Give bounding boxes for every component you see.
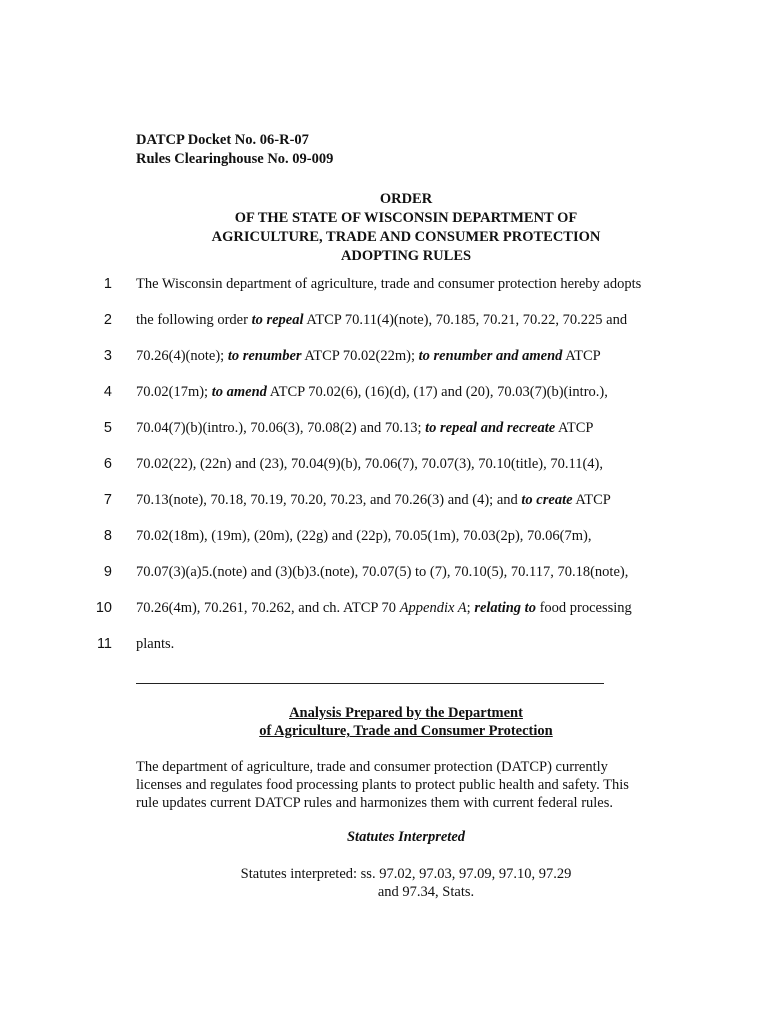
statutes-interpreted-heading: Statutes Interpreted	[346, 829, 466, 845]
title-line: ADOPTING RULES	[340, 248, 472, 264]
line-text: 70.26(4)(note); to renumber ATCP 70.02(22m); to renumber and amend ATCP	[136, 348, 601, 364]
emphasis-to-repeal-and-recreate: to repeal and recreate	[425, 420, 556, 436]
line-number: 2	[103, 312, 112, 328]
paragraph-line: The department of agriculture, trade and consumer protection (DATCP) currently	[136, 759, 608, 775]
emphasis-to-create: to create	[521, 492, 573, 508]
title-line: AGRICULTURE, TRADE AND CONSUMER PROTECTION	[211, 229, 601, 245]
line-text: plants.	[136, 636, 175, 652]
line-number: 1	[103, 276, 112, 292]
analysis-paragraph	[136, 758, 676, 812]
line-text: 70.02(18m), (19m), (20m), (22g) and (22p), 70.05(1m), 70.03(2p), 70.06(7m),	[136, 528, 592, 544]
line-text: 70.04(7)(b)(intro.), 70.06(3), 70.08(2) and 70.13; to repeal and recreate ATCP	[136, 420, 594, 436]
numbered-line	[0, 560, 770, 584]
analysis-heading-line: Analysis Prepared by the Department	[289, 705, 523, 721]
emphasis-to-repeal: to repeal	[251, 312, 304, 328]
analysis-heading	[136, 704, 676, 740]
line-text: the following order to repeal ATCP 70.11(4)(note), 70.185, 70.21, 70.22, 70.225 and	[136, 312, 628, 328]
emphasis-to-renumber: to renumber	[227, 348, 302, 364]
title-line: ORDER	[379, 191, 433, 207]
order-title	[136, 190, 676, 266]
analysis-heading-line: of Agriculture, Trade and Consumer Protection	[259, 723, 553, 739]
statutes-interpreted-text	[136, 865, 676, 901]
emphasis-appendix-a: Appendix A	[399, 600, 467, 616]
clearinghouse-number: Rules Clearinghouse No. 09-009	[136, 151, 334, 167]
line-number: 7	[103, 492, 112, 508]
line-number: 5	[103, 420, 112, 436]
paragraph-line: rule updates current DATCP rules and harmonizes them with current federal rules.	[136, 795, 613, 811]
line-number: 6	[103, 456, 112, 472]
statutes-line: and 97.34, Stats.	[377, 884, 475, 900]
docket-number: DATCP Docket No. 06-R-07	[136, 132, 309, 148]
line-text: 70.07(3)(a)5.(note) and (3)(b)3.(note), 70.07(5) to (7), 70.10(5), 70.117, 70.18(note),	[136, 564, 629, 580]
statutes-line: Statutes interpreted: ss. 97.02, 97.03, 97.09, 97.10, 97.29	[240, 866, 572, 882]
numbered-line	[0, 632, 770, 656]
line-number: 3	[103, 348, 112, 364]
emphasis-to-amend: to amend	[211, 384, 267, 400]
emphasis-relating-to: relating to	[474, 600, 536, 616]
line-text: 70.26(4m), 70.261, 70.262, and ch. ATCP 70 Appendix A; relating to food processing	[136, 600, 632, 616]
line-text: 70.13(note), 70.18, 70.19, 70.20, 70.23, and 70.26(3) and (4); and to create ATCP	[136, 492, 611, 508]
emphasis-to-renumber-and-amend: to renumber and amend	[418, 348, 563, 364]
numbered-line	[0, 596, 770, 620]
line-number: 9	[103, 564, 112, 580]
line-number: 8	[103, 528, 112, 544]
line-number: 11	[96, 636, 112, 652]
numbered-line	[0, 272, 770, 296]
title-line: OF THE STATE OF WISCONSIN DEPARTMENT OF	[234, 210, 578, 226]
line-number: 4	[103, 384, 112, 400]
line-text: 70.02(17m); to amend ATCP 70.02(6), (16)(d), (17) and (20), 70.03(7)(b)(intro.),	[136, 384, 608, 400]
docket-header	[136, 131, 333, 169]
numbered-line	[0, 416, 770, 440]
numbered-line	[0, 344, 770, 368]
numbered-line	[0, 452, 770, 476]
paragraph-line: licenses and regulates food processing plants to protect public health and safety. This	[136, 777, 629, 793]
numbered-line	[0, 308, 770, 332]
line-text: The Wisconsin department of agriculture, trade and consumer protection hereby adopts	[136, 276, 642, 292]
numbered-line	[0, 524, 770, 548]
numbered-line	[0, 380, 770, 404]
line-text: 70.02(22), (22n) and (23), 70.04(9)(b), 70.06(7), 70.07(3), 70.10(title), 70.11(4),	[136, 456, 603, 472]
line-number: 10	[95, 600, 112, 616]
numbered-line	[0, 488, 770, 512]
horizontal-divider	[136, 683, 604, 684]
